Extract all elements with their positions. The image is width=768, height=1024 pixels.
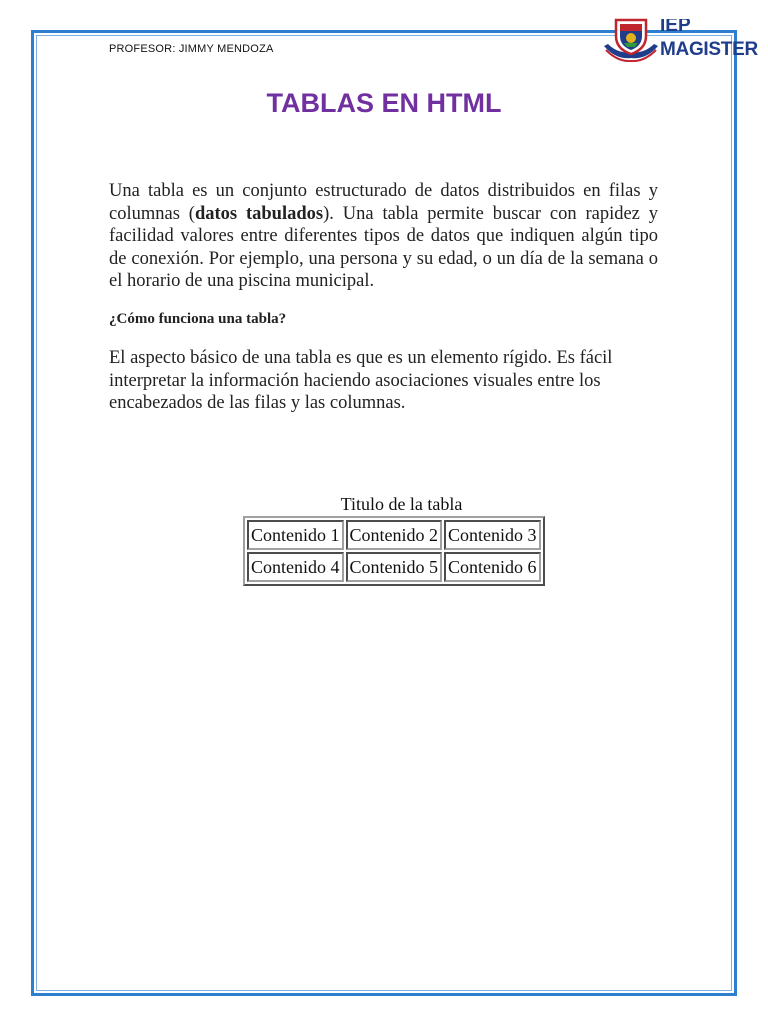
intro-paragraph [109, 180, 658, 293]
page-title: TABLAS EN HTML [266, 88, 502, 118]
intro-bold-term: datos tabulados [194, 203, 324, 224]
table-cell: Contenido 6 [444, 552, 541, 582]
example-table [243, 516, 545, 586]
shield-icon [602, 16, 660, 62]
table-row [247, 552, 541, 582]
table-cell: Contenido 4 [247, 552, 344, 582]
teacher-header: PROFESOR: JIMMY MENDOZA [109, 43, 274, 55]
table-cell: Contenido 3 [444, 520, 541, 550]
table-cell: Contenido 2 [346, 520, 443, 550]
logo-text-iep: IEP [660, 19, 691, 31]
table-caption: Titulo de la tabla [340, 494, 463, 514]
intro-text-end: ). Una tabla permite buscar con rapidez y facilidad valores entre diferentes tipos de datos que indiquen algún tipo de conexión. Por ejemplo, una persona y su edad, o un día de la semana o el horario de una piscina municipal. [109, 203, 659, 291]
logo-text-magister: MAGISTER [660, 39, 758, 60]
table-cell: Contenido 1 [247, 520, 344, 550]
intro-text-start: Una tabla es un conjunto estructurado de datos distribuidos en filas y columnas ( [109, 181, 658, 224]
example-table-figure [243, 492, 560, 586]
table-row [247, 520, 541, 550]
section-subheading: ¿Cómo funciona una tabla? [109, 311, 287, 327]
explanation-paragraph: El aspecto básico de una tabla es que es un elemento rígido. Es fácil interpretar la información haciendo asociaciones visuales entre los encabezados de las filas y las columnas. [109, 348, 613, 413]
table-cell: Contenido 5 [346, 552, 443, 582]
school-logo [600, 14, 766, 64]
